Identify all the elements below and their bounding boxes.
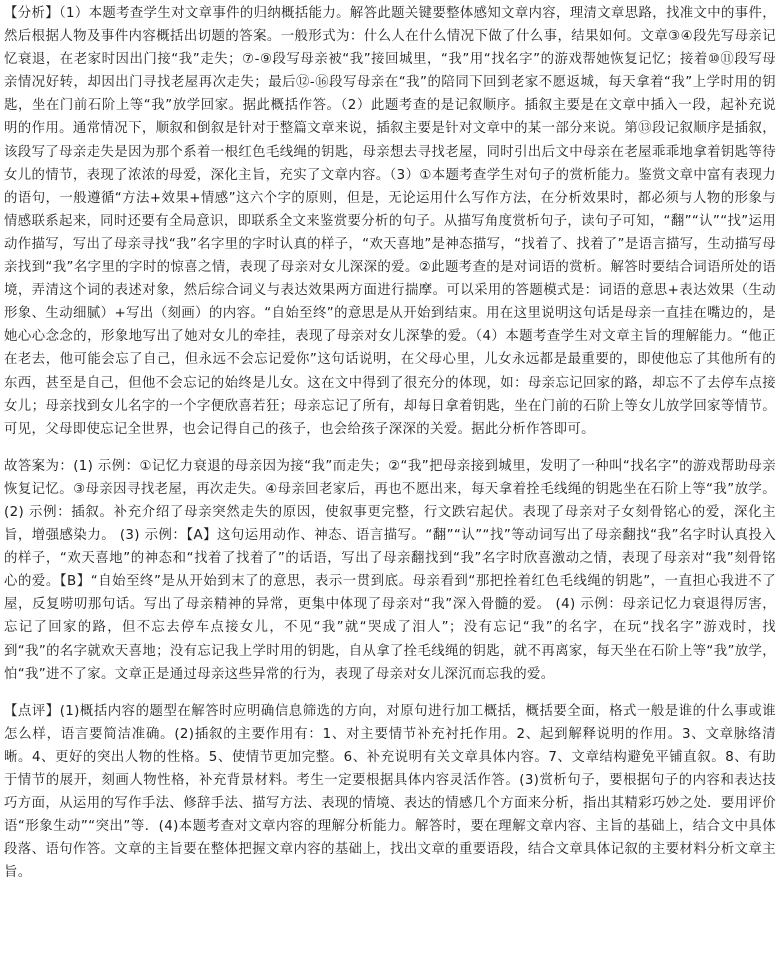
review-paragraph: 【点评】(1)概括内容的题型在解答时应明确信息筛选的方向，对原句进行加工概括，概括要全面，格式一般是谁的什么事或谁怎么样，语言要简洁准确。(2)插叙的主要作用有：1、对主要情节补充衬托作用。2、起到解释说明的作用。3、文章脉络清晰。4、更好的突出人物的性格。5、使情节更加完整。6、补充说明有关文章具体内容。7、文章结构避免平铺直叙。8、有助于情节的展开，刻画人物性格，补充背景材料。考生一定要根据具体内容灵活作答。(3)赏析句子，要根据句子的内容和表达技巧方面，从运用的写作手法、修辞手法、描写方法、表现的情境、表达的情感几个方面来分析，指出其精彩巧妙之处．要用评价语“形象生动”“突出”等．(4)本题考查对文章内容的理解分析能力。解答时，要在理解文章内容、主旨的基础上，结合文中具体段落、语句作答。文章的主旨要在整体把握文章内容的基础上，找出文章的重要语段，结合文章具体记叙的主要材料分析文章主旨。 bbox=[4, 703, 776, 881]
solution-document bbox=[0, 2, 780, 884]
analysis-paragraph: 【分析】（1）本题考查学生对文章事件的归纳概括能力。解答此题关键要整体感知文章内容，理清文章思路，找准文中的事件，然后根据人物及事件内容概括出切题的答案。一般形式为：什么人在什么情况下做了什么事，结果如何。文章③④段先写母亲记忆衰退，在老家时因出门接“我”走失；⑦-⑨段写母亲被“我”接回城里，“我”用“找名字”的游戏帮她恢复记忆；接着⑩⑪段写母亲情况好转，却因出门寻找老屋再次走失；最后⑫-⑯段写母亲在“我”的陪同下回到老家不愿返城，每天拿着“我”上学时用的钥匙，坐在门前石阶上等“我”放学回家。据此概括作答。（2）此题考查的是记叙顺序。插叙主要是在文章中插入一段，起补充说明的作用。通常情况下，顺叙和倒叙是针对于整篇文章来说，插叙主要是针对文章中的某一部分来说。第⑬段记叙顺序是插叙，该段写了母亲走失是因为那个系着一根红色毛线绳的钥匙，母亲想去寻找老屋，同时引出后文中母亲在老屋乖乖地拿着钥匙等待女儿的情节，表现了浓浓的母爱，深化主旨，充实了文章内容。（3）①本题考查学生对句子的赏析能力。鉴赏文章中富有表现力的语句，一般遵循“方法+效果+情感”这六个字的原则，但是，无论运用什么写作方法，在分析效果时，都必须与人物的形象与情感联系起来，同时还要有全局意识，即联系全文来鉴赏要分析的句子。从描写角度赏析句子，读句子可知，“翻”“认”“找”运用动作描写，写出了母亲寻找“我”名字里的字时认真的样子，“欢天喜地”是神态描写，“找着了、找着了”是语言描写，生动描写母亲找到“我”名字里的字时的惊喜之情，表现了母亲对女儿深深的爱。②此题考查的是对词语的赏析。解答时要结合词语所处的语境，弄清这个词的表述对象，然后综合词义与表达效果两方面进行揣摩。可以采用的答题模式是：词语的意思+表达效果（生动形象、生动细腻）+写出（刻画）的内容。“自始至终”的意思是从开始到结束。用在这里说明这句话是母亲一直挂在嘴边的，是她心心念念的，形象地写出了她对女儿的牵挂，表现了母亲对女儿深挚的爱。（4）本题考查学生对文章主旨的理解能力。“他正在老去，他可能会忘了自己，但永远不会忘记爱你”这句话说明，在父母心里，儿女永远都是最重要的，即使他忘了其他所有的东西，甚至是自己，但他不会忘记的始终是儿女。这在文中得到了很充分的体现，如：母亲忘记回家的路，却忘不了去停车点接女儿；母亲找到女儿名字的一个字便欣喜若狂；母亲忘记了所有，却每日拿着钥匙，坐在门前的石阶上等女儿放学回家等情节。可见，父母即使忘记全世界，也会记得自己的孩子，也会给孩子深深的关爱。据此分析作答即可。 bbox=[4, 6, 776, 437]
answer-paragraph: 故答案为：(1) 示例：①记忆力衰退的母亲因为接“我”而走失；②“我”把母亲接到城里，发明了一种叫“找名字”的游戏帮助母亲恢复记忆。③母亲因寻找老屋，再次走失。④母亲回老家后，再也不愿出来，每天拿着拴毛线绳的钥匙坐在石阶上等“我”放学。 (2) 示例：插叙。补充介绍了母亲突然走失的原因，使叙事更完整，行文跌宕起伏。表现了母亲对子女刻骨铭心的爱，深化主旨，增强感染力。 (3) 示例：【A】这句运用动作、神态、语言描写。“翻”“认”“找”等动词写出了母亲翻找“我”名字时认真投入的样子，“欢天喜地”的神态和“找着了找着了”的话语，写出了母亲翻找到“我”名字时欣喜激动之情，表现了母亲对“我”刻骨铭心的爱。【B】“自始至终”是从开始到末了的意思，表示一贯到底。母亲看到“那把拴着红色毛线绳的钥匙”，一直担心我进不了屋，反复唠叨那句话。写出了母亲精神的异常，更集中体现了母亲对“我”深入骨髓的爱。 (4) 示例：母亲记忆力衰退得厉害，忘记了回家的路，但不忘去停车点接女儿，不见“我”就“哭成了泪人”；没有忘记“我”的名字，在玩“找名字”游戏时，找到“我”的名字就欢天喜地；没有忘记我上学时用的钥匙，自从拿了拴毛线绳的钥匙，就不再离家，每天坐在石阶上等“我”放学，怕“我”进不了家。文章正是通过母亲这些异常的行为，表现了母亲对女儿深沉而忘我的爱。 bbox=[4, 458, 777, 682]
